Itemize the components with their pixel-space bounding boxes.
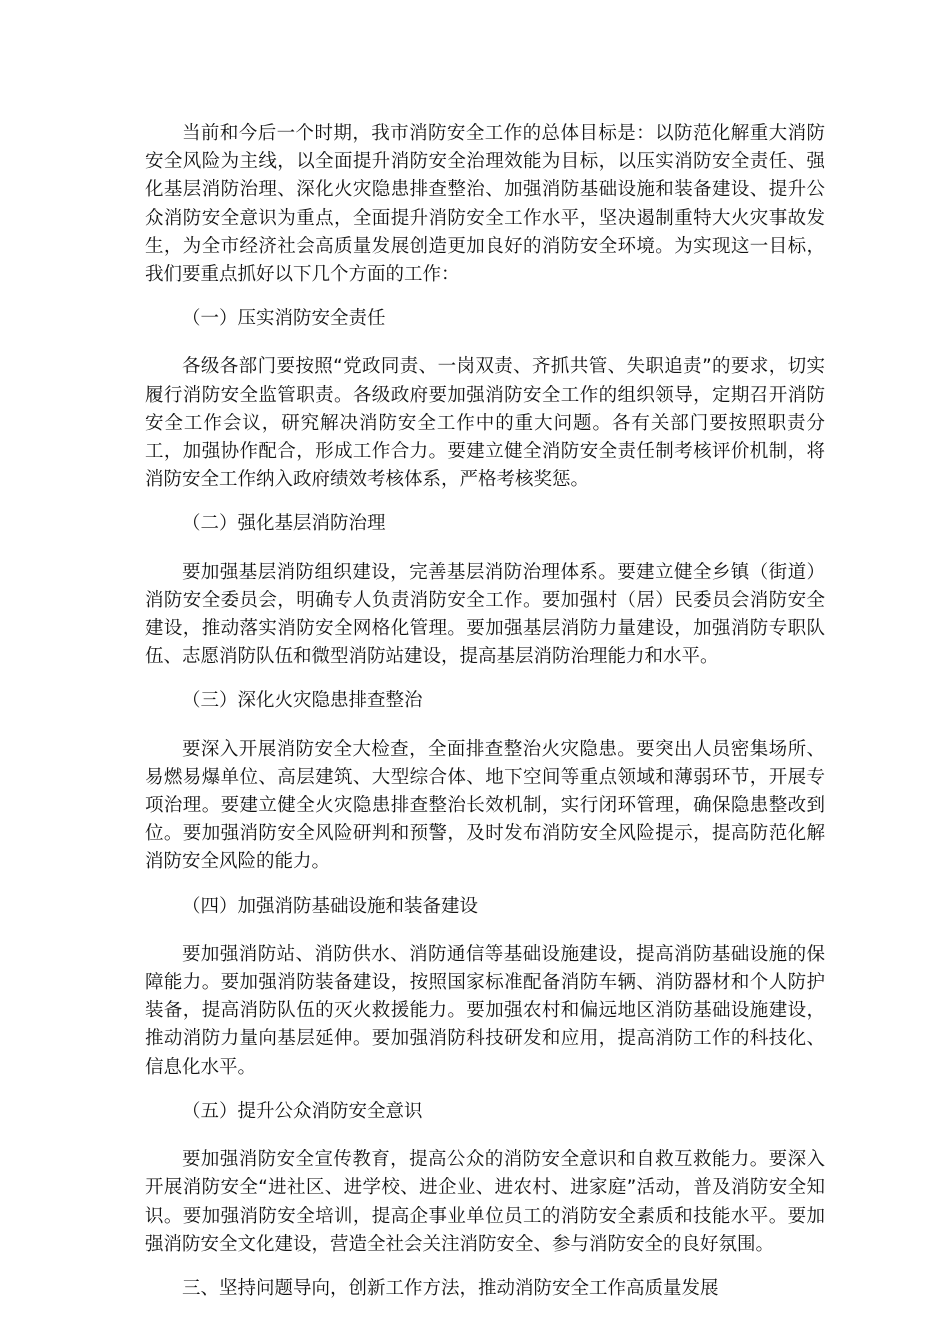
section-body-5: 要加强消防安全宣传教育，提高公众的消防安全意识和自救互救能力。要深入开展消防安全“进社区、进学校、进企业、进农村、进家庭”活动，普及消防安全知识。要加强消防安全培训，提高企事业单位员工的消防安全素质和技能水平。要加强消防安全文化建设，营造全社会关注消防安全、参与消防安全的良好氛围。 [145,1149,825,1255]
section-heading-2: （二）强化基层消防治理 [182,513,386,535]
section-heading-3: （三）深化火灾隐患排查整治 [182,690,423,712]
document-page [145,120,825,1319]
section-body-1: 各级各部门要按照“党政同责、一岗双责、齐抓共管、失职追责”的要求，切实履行消防安全监管职责。各级政府要加强消防安全工作的组织领导，定期召开消防安全工作会议，研究解决消防安全工作中的重大问题。各有关部门要按照职责分工，加强协作配合，形成工作合力。要建立健全消防安全责任制考核评价机制，将消防安全工作纳入政府绩效考核体系，严格考核奖惩。 [145,356,825,491]
intro-paragraph: 当前和今后一个时期，我市消防安全工作的总体目标是：以防范化解重大消防安全风险为主线，以全面提升消防安全治理效能为目标，以压实消防安全责任、强化基层消防治理、深化火灾隐患排查整治、加强消防基础设施和装备建设、提升公众消防安全意识为重点，全面提升消防安全工作水平，坚决遏制重特大火灾事故发生，为全市经济社会高质量发展创造更加良好的消防安全环境。为实现这一目标，我们要重点抓好以下几个方面的工作： [145,123,825,286]
section-body-2: 要加强基层消防组织建设，完善基层消防治理体系。要建立健全乡镇（街道）消防安全委员会，明确专人负责消防安全工作。要加强村（居）民委员会消防安全建设，推动落实消防安全网格化管理。要加强基层消防力量建设，加强消防专职队伍、志愿消防队伍和微型消防站建设，提高基层消防治理能力和水平。 [145,561,825,668]
section-body-3: 要深入开展消防安全大检查，全面排查整治火灾隐患。要突出人员密集场所、易燃易爆单位、高层建筑、大型综合体、地下空间等重点领域和薄弱环节，开展专项治理。要建立健全火灾隐患排查整治长效机制，实行闭环管理，确保隐患整改到位。要加强消防安全风险研判和预警，及时发布消防安全风险提示，提高防范化解消防安全风险的能力。 [145,738,825,873]
section-body-4: 要加强消防站、消防供水、消防通信等基础设施建设，提高消防基础设施的保障能力。要加强消防装备建设，按照国家标准配备消防车辆、消防器材和个人防护装备，提高消防队伍的灭火救援能力。要加强农村和偏远地区消防基础设施建设，推动消防力量向基层延伸。要加强消防科技研发和应用，提高消防工作的科技化、信息化水平。 [145,943,825,1078]
section-heading-5: （五）提升公众消防安全意识 [182,1100,423,1122]
section-heading-1: （一）压实消防安全责任 [182,308,386,330]
chapter-heading-3: 三、坚持问题导向，创新工作方法，推动消防安全工作高质量发展 [182,1277,719,1299]
section-heading-4: （四）加强消防基础设施和装备建设 [182,895,479,917]
